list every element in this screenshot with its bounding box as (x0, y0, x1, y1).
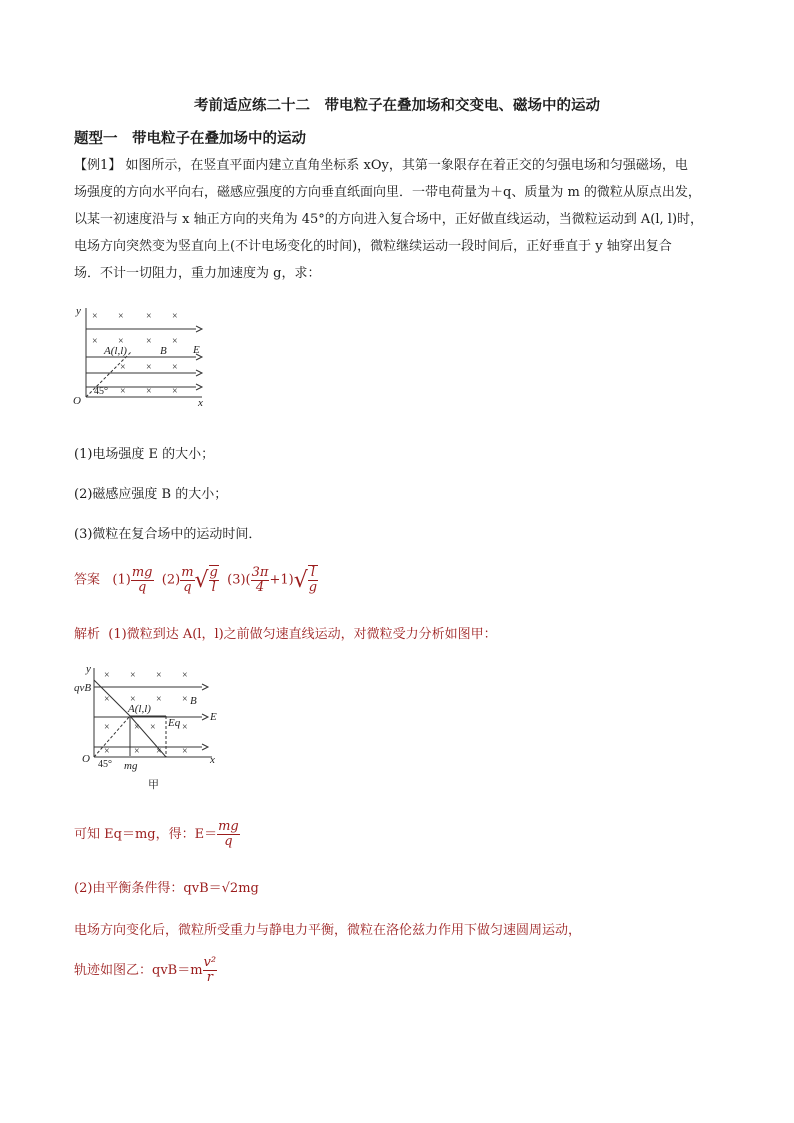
section-heading: 题型一 带电粒子在叠加场中的运动 (74, 131, 306, 147)
fig2-point-a: A(l,l) (128, 703, 151, 715)
example-line-3: 以某一初速度沿与 x 轴正方向的夹角为 45°的方向进入复合场中，正好做直线运动，当微粒运动到 A(l, l)时， (74, 212, 704, 227)
fig2-origin: O (82, 753, 90, 765)
svg-text:×: × (118, 336, 124, 347)
svg-text:×: × (146, 311, 152, 322)
answer-label: 答案 (74, 572, 101, 588)
analysis-line-5: 轨迹如图乙：qvB＝m $\frac{\text{v²}}{r}$ (74, 955, 217, 985)
analysis-line-4: 电场方向变化后，微粒所受重力与静电力平衡，微粒在洛伦兹力作用下做匀速圆周运动， (74, 923, 582, 938)
fig2-eq-label: Eq (168, 717, 181, 729)
svg-text:×: × (130, 670, 136, 681)
svg-text:×: × (146, 336, 152, 347)
fig1-e-label: E (193, 344, 200, 356)
fig2-b-label: B (190, 695, 197, 707)
svg-text:×: × (104, 670, 110, 681)
svg-text:×: × (182, 694, 188, 705)
figure-2-diagram (70, 660, 230, 790)
svg-text:×: × (156, 670, 162, 681)
sqrt-icon: √ (194, 567, 209, 593)
fig1-y-label: y (76, 305, 81, 317)
example-problem (74, 152, 724, 287)
svg-text:×: × (182, 670, 188, 681)
fig2-x-label: x (210, 754, 215, 766)
svg-text:×: × (146, 386, 152, 397)
example-line-1: 【例1】 如图所示，在竖直平面内建立直角坐标系 xOy，其第一象限存在着正交的匀强电场和匀强磁场，电 (74, 158, 688, 173)
fig1-b-label: B (160, 345, 167, 357)
page-title: 考前适应练二十二 带电粒子在叠加场和交变电、磁场中的运动 (194, 98, 600, 114)
sqrt-icon: √ (293, 567, 308, 593)
fig1-angle: 45° (94, 386, 108, 397)
svg-text:×: × (104, 694, 110, 705)
svg-text:×: × (134, 722, 140, 733)
svg-text:×: × (104, 722, 110, 733)
fig1-point-a: A(l,l) (104, 345, 127, 357)
analysis-line-1: 解析 (1)微粒到达 A(l，l)之前做匀速直线运动，对微粒受力分析如图甲： (74, 627, 497, 642)
svg-text:×: × (120, 386, 126, 397)
svg-text:×: × (92, 311, 98, 322)
svg-text:×: × (134, 746, 140, 757)
example-tag: 【例1】 (74, 158, 122, 173)
svg-text:×: × (172, 336, 178, 347)
analysis-line-3: (2)由平衡条件得：qvB＝√2mg (74, 881, 259, 896)
example-line-4: 电场方向突然变为竖直向上(不计电场变化的时间)，微粒继续运动一段时间后，正好垂直于 y 轴穿出复合 (74, 239, 672, 254)
svg-text:×: × (156, 746, 162, 757)
fig2-mg-label: mg (124, 760, 138, 772)
fig2-qvb-label: qvB (74, 682, 92, 694)
question-2: (2)磁感应强度 B 的大小； (74, 487, 228, 502)
fig2-angle: 45° (98, 759, 112, 770)
svg-text:×: × (182, 722, 188, 733)
svg-text:×: × (130, 694, 136, 705)
svg-text:×: × (118, 311, 124, 322)
svg-text:×: × (146, 362, 152, 373)
example-line-2: 场强度的方向水平向右，磁感应强度的方向垂直纸面向里．一带电荷量为＋q、质量为 m 的微粒从原点出发， (74, 185, 701, 200)
svg-text:×: × (172, 362, 178, 373)
question-1: (1)电场强度 E 的大小； (74, 447, 215, 462)
svg-text:×: × (182, 746, 188, 757)
analysis-line-2: 可知 Eq＝mg，得：E＝ $\frac{mg}{q}$ (74, 819, 239, 849)
fig2-y-label: y (86, 663, 91, 675)
answer-line: 答案 (1) $\frac{mg}{q}$ (2) $\frac{m}{q}$ √ $\frac{g}{l}$ (3)( $\frac{3\pi}{4}$ +1)√ $\frac{l}{g}$ (74, 564, 318, 595)
example-line-5: 场．不计一切阻力，重力加速度为 g，求： (74, 266, 321, 281)
svg-text:×: × (92, 336, 98, 347)
svg-text:×: × (172, 311, 178, 322)
fig2-e-label: E (210, 711, 217, 723)
svg-text:×: × (150, 722, 156, 733)
svg-text:×: × (104, 746, 110, 757)
fig1-origin: O (73, 395, 81, 407)
fig2-caption: 甲 (148, 779, 159, 790)
question-3: (3)微粒在复合场中的运动时间． (74, 527, 262, 542)
analysis-label: 解析 (74, 627, 101, 642)
svg-text:×: × (172, 386, 178, 397)
svg-text:×: × (120, 362, 126, 373)
fig1-x-label: x (198, 397, 203, 409)
figure-1-diagram (70, 300, 220, 410)
svg-text:×: × (156, 694, 162, 705)
